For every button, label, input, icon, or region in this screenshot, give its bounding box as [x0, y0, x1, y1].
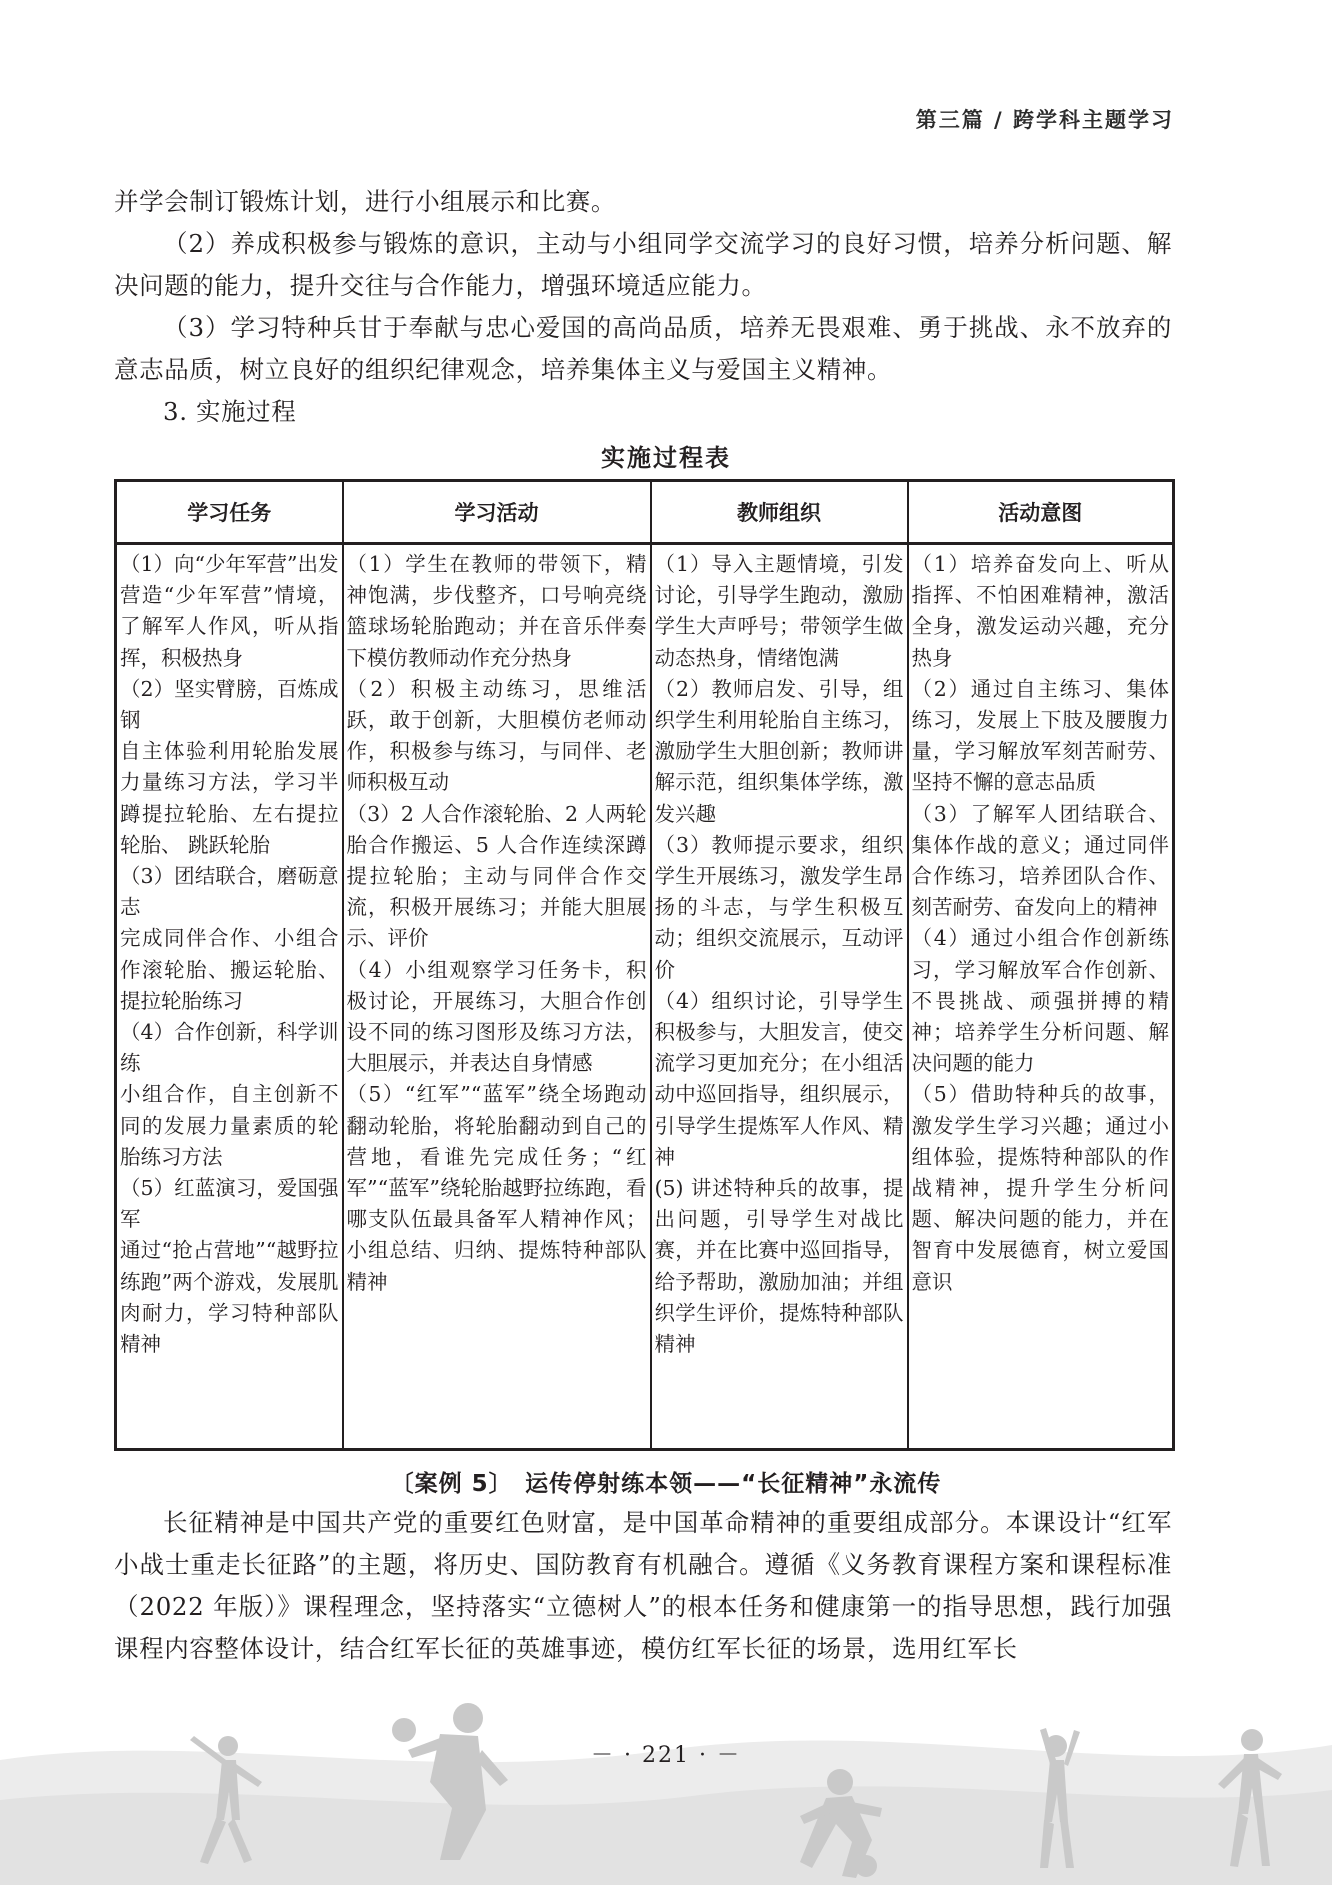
- intent-4: （4）通过小组合作创新练习，学习解放军合作创新、不畏挑战、顽强拼搏的精神；培养学生分析问题、解决问题的能力: [911, 926, 1169, 1076]
- running-header: 第三篇 / 跨学科主题学习: [915, 108, 1174, 132]
- footer-wave-band-2: [0, 1786, 1332, 1885]
- task-3-desc: 完成同伴合作、小组合作滚轮胎、搬运轮胎、提拉轮胎练习: [120, 926, 339, 1013]
- teacher-step-5: (5) 讲述特种兵的故事，提出问题，引导学生对战比赛，并在比赛中巡回指导，给予帮助，激励加油；并组织学生评价，提炼特种部队精神: [654, 1176, 904, 1357]
- activity-2: （2）积极主动练习，思维活跃，敢于创新，大胆模仿老师动作，积极参与练习，与同伴、老师积极互动: [346, 676, 647, 795]
- paragraph-objective-3: （3）学习特种兵甘于奉献与忠心爱国的高尚品质，培养无畏艰难、勇于挑战、永不放弃的意志品质，树立良好的组织纪律观念，培养集体主义与爱国主义精神。: [114, 313, 1172, 384]
- intent-3: （3）了解军人团结联合、集体作战的意义；通过同伴合作练习，培养团队合作、刻苦耐劳、奋发向上的精神: [911, 801, 1169, 920]
- section-heading-process: 3. 实施过程: [163, 397, 297, 426]
- cell-teacher-organization: [651, 544, 908, 1450]
- task-5-desc: 通过“抢占营地”“越野拉练跑”两个游戏，发展肌肉耐力，学习特种部队精神: [120, 1238, 339, 1357]
- task-2-desc: 自主体验利用轮胎发展力量练习方法，学习半蹲提拉轮胎、左右提拉轮胎、 跳跃轮胎: [120, 739, 339, 857]
- teacher-step-2: （2）教师启发、引导，组织学生利用轮胎自主练习，激励学生大胆创新；教师讲解示范，组织集体学练，激发兴趣: [654, 676, 904, 826]
- task-1-desc: 营造“少年军营”情境，了解军人作风，听从指挥，积极热身: [120, 583, 339, 670]
- task-2-title: （2）坚实臂膀，百炼成钢: [120, 676, 339, 733]
- intent-2: （2）通过自主练习、集体练习，发展上下肢及腰腹力量，学习解放军刻苦耐劳、坚持不懈的意志品质: [911, 676, 1169, 795]
- cell-activity-intent: [908, 544, 1174, 1450]
- activity-1: （1）学生在教师的带领下，精神饱满，步伐整齐，口号响亮绕篮球场轮胎跑动；并在音乐伴奏下模仿教师动作充分热身: [346, 552, 647, 670]
- process-table: [114, 479, 1175, 1451]
- intent-5: （5）借助特种兵的故事，激发学生学习兴趣；通过小组体验，提炼特种部队的作战精神，提升学生分析问题、解决问题的能力，并在智育中发展德育，树立爱国意识: [911, 1082, 1169, 1294]
- activity-4: （4）小组观察学习任务卡，积极讨论，开展练习，大胆合作创设不同的练习图形及练习方法，大胆展示，并表达自身情感: [346, 957, 647, 1076]
- task-1-title: （1）向“少年军营”出发: [120, 552, 339, 576]
- teacher-step-3: （3）教师提示要求，组织学生开展练习，激发学生昂扬的斗志，与学生积极互动；组织交流展示，互动评价: [654, 832, 904, 982]
- cell-learning-tasks: [116, 544, 343, 1450]
- intent-1: （1）培养奋发向上、听从指挥、不怕困难精神，激活全身，激发运动兴趣，充分热身: [911, 552, 1169, 670]
- page-number: － · 221 · －: [591, 1743, 741, 1768]
- task-3-title: （3）团结联合，磨砺意志: [120, 864, 339, 920]
- table-title: 实施过程表: [601, 444, 731, 472]
- teacher-step-4: （4）组织讨论，引导学生积极参与，大胆发言，使交流学习更加充分；在小组活动中巡回指导，组织展示，引导学生提炼军人作风、精神: [654, 988, 904, 1169]
- table-row: [116, 544, 1174, 1450]
- activity-3: （3）2 人合作滚轮胎、2 人两轮胎合作搬运、5 人合作连续深蹲提拉轮胎；主动与同伴合作交流，积极开展练习；并能大胆展示、评价: [346, 801, 647, 951]
- paragraph-objective-2: （2）养成积极参与锻炼的意识，主动与小组同学交流学习的良好习惯，培养分析问题、解决问题的能力，提升交往与合作能力，增强环境适应能力。: [114, 229, 1172, 300]
- header-learning-activity: 学习活动: [343, 481, 651, 544]
- cell-learning-activities: [343, 544, 651, 1450]
- teacher-step-1: （1）导入主题情境，引发讨论，引导学生跑动，激励学生大声呼号；带领学生做动态热身，情绪饱满: [654, 552, 904, 670]
- task-5-title: （5）红蓝演习，爱国强军: [120, 1176, 339, 1232]
- task-4-title: （4）合作创新，科学训练: [120, 1020, 339, 1076]
- header-activity-intent: 活动意图: [908, 481, 1174, 544]
- case-5-paragraph: 长征精神是中国共产党的重要红色财富，是中国革命精神的重要组成部分。本课设计“红军小战士重走长征路”的主题，将历史、国防教育有机融合。遵循《义务教育课程方案和课程标准（2022 年版）》课程理念，坚持落实“立德树人”的根本任务和健康第一的指导思想，践行加强课程内容整体设计，结合红军长征的英雄事迹，模仿红军长征的场景，选用红军长: [114, 1508, 1172, 1663]
- footer-sports-silhouettes: [0, 1690, 1332, 1885]
- table-header-row: [116, 481, 1174, 544]
- activity-5: （5）“红军”“蓝军”绕全场跑动翻动轮胎，将轮胎翻动到自己的营地，看谁先完成任务；“红军”“蓝军”绕轮胎越野拉练跑，看哪支队伍最具备军人精神作风；小组总结、归纳、提炼特种部队精神: [346, 1082, 647, 1294]
- header-teacher-organization: 教师组织: [651, 481, 908, 544]
- task-4-desc: 小组合作，自主创新不同的发展力量素质的轮胎练习方法: [120, 1082, 339, 1169]
- header-learning-task: 学习任务: [116, 481, 343, 544]
- case-5-title: 〔案例 5〕 运传停射练本领——“长征精神”永流传: [390, 1471, 942, 1497]
- paragraph-continued: 并学会制订锻炼计划，进行小组展示和比赛。: [114, 187, 616, 216]
